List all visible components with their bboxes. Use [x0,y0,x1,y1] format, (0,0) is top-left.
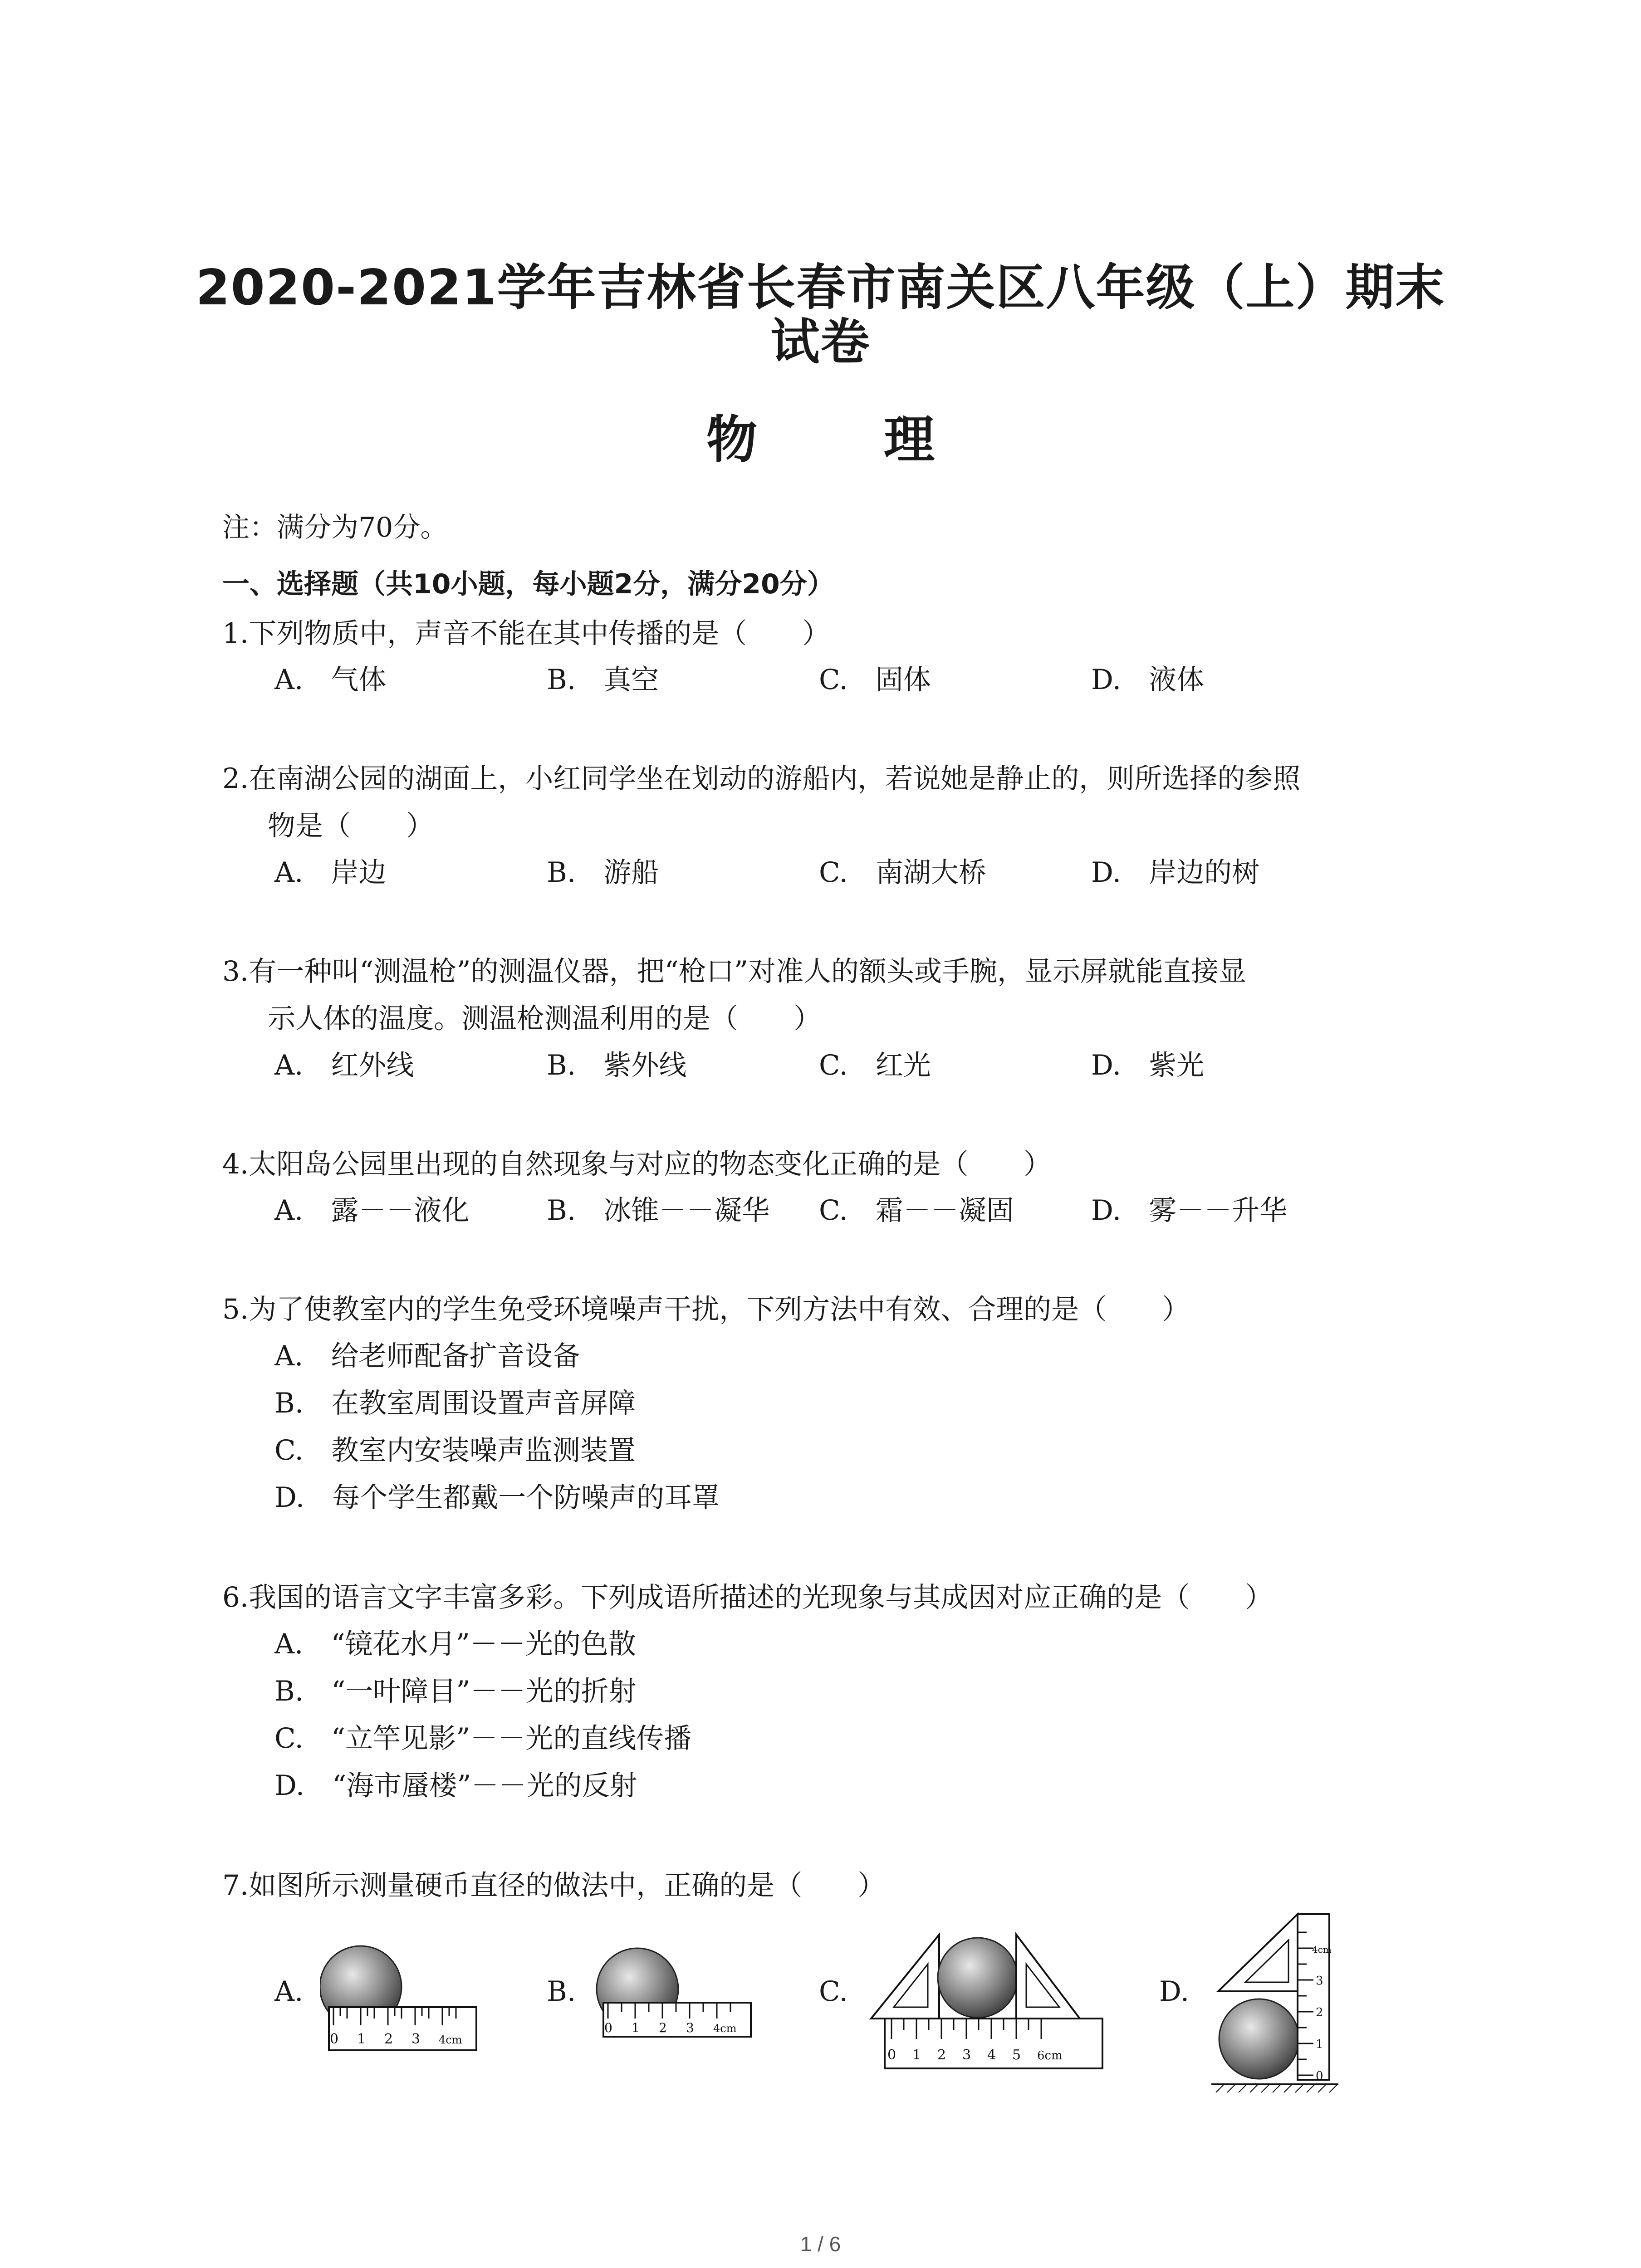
question-stem-continued: 物是（ ） [268,810,434,842]
subject-heading: 物 理 [706,411,989,469]
question-stem: 我国的语言文字丰富多彩。下列成语所描述的光现象与其成因对应正确的是（ ） [249,1581,1273,1613]
tick-label: 0 [887,2047,896,2063]
option-d: D. 每个学生都戴一个防噪声的耳罩 [274,1481,720,1514]
question-4 [222,1141,1447,1188]
question-number: 5. [222,1293,249,1325]
question-6 [222,1574,1447,1621]
option-d: D. “海市蜃楼”－－光的反射 [274,1769,637,1802]
question-number: 3. [222,955,249,987]
tick-label: 0 [330,2031,339,2047]
coin-ruler-figure-c [867,1896,1121,2077]
option-a: A. 给老师配备扩音设备 [274,1340,580,1372]
option-b: B. 冰锥－－凝华 [547,1194,770,1227]
figure-label-d: D. [1159,1975,1190,2008]
tick-label: 4 [987,2047,996,2063]
option-a: A. 露－－液化 [274,1194,470,1227]
question-number: 4. [222,1148,249,1180]
option-b: B. 紫外线 [547,1049,687,1081]
option-a: A. 气体 [274,664,387,696]
ruler [1298,1914,1329,2080]
option-c: C. 霜－－凝固 [819,1194,1014,1227]
tick-label: 3 [1316,1974,1323,1988]
option-b: B. 在教室周围设置声音屏障 [274,1387,636,1419]
page-number: 1 / 6 [800,2232,841,2256]
question-6-options [274,1621,691,1809]
question-7 [222,1862,1447,1909]
coin-ruler-figure-a [320,1905,483,2055]
question-3 [222,948,1447,1042]
option-b: B. 游船 [547,856,659,889]
tick-label: 2 [384,2031,393,2047]
option-d: D. 岸边的树 [1091,856,1260,889]
set-square-left [871,1935,939,2019]
option-c: C. 红光 [819,1049,931,1081]
question-2 [222,755,1447,850]
tick-label: 6cm [1037,2049,1063,2063]
question-number: 6. [222,1581,249,1613]
tick-label: 5 [1012,2047,1021,2063]
option-d: D. 紫光 [1091,1049,1205,1081]
section-heading: 一、选择题（共10小题，每小题2分，满分20分） [222,568,834,600]
option-d: D. 液体 [1091,664,1205,696]
tick-label: 2 [1316,2006,1323,2019]
question-stem: 太阳岛公园里出现的自然现象与对应的物态变化正确的是（ ） [249,1148,1052,1180]
score-note: 注：满分为70分。 [222,512,448,543]
question-stem: 如图所示测量硬币直径的做法中，正确的是（ ） [249,1869,886,1901]
option-a: A. 岸边 [274,856,387,889]
ground-hatching [1216,2084,1337,2092]
tick-label: 4cm [713,2022,737,2035]
option-b: B. “一叶障目”－－光的折射 [274,1675,637,1707]
tick-label: 3 [962,2047,971,2063]
coin-icon [1219,1999,1299,2079]
question-stem: 有一种叫“测温枪”的测温仪器，把“枪口”对准人的额头或手腕，显示屏就能直接显 [249,955,1246,987]
coin-ruler-figure-b [594,1905,758,2055]
tick-label: 1 [632,2020,640,2035]
tick-label: 0 [1316,2069,1323,2083]
question-number: 1. [222,617,249,650]
option-c: C. “立竿见影”－－光的直线传播 [274,1722,692,1755]
tick-label: 1 [912,2047,921,2063]
tick-label: 2 [659,2020,667,2035]
question-5 [222,1286,1447,1333]
set-square [1218,1914,1298,1991]
figure-label-b: B. [547,1975,576,2008]
option-c: C. 南湖大桥 [819,856,986,889]
option-a: A. 红外线 [274,1049,414,1081]
tick-label: 2 [937,2047,946,2063]
option-a: A. “镜花水月”－－光的色散 [274,1628,636,1660]
option-c: C. 教室内安装噪声监测装置 [274,1434,636,1466]
option-d: D. 雾－－升华 [1091,1194,1288,1227]
question-number: 7. [222,1869,249,1901]
exam-title-line-1: 2020-2021学年吉林省长春市南关区八年级（上）期末 [196,259,1445,316]
tick-label: 4cm [1312,1944,1332,1955]
tick-label: 3 [411,2031,421,2047]
question-1 [222,610,1447,657]
coin-ruler-figure-d [1207,1903,1361,2093]
exam-title-line-2: 试卷 [770,314,871,371]
question-stem: 在南湖公园的湖面上，小红同学坐在划动的游船内，若说她是静止的，则所选择的参照 [249,763,1301,795]
tick-label: 4cm [439,2033,462,2046]
tick-label: 3 [686,2020,694,2035]
tick-label: 0 [604,2020,612,2035]
coin-icon [938,1938,1018,2018]
question-number: 2. [222,763,249,795]
question-5-options [274,1333,720,1521]
tick-label: 1 [357,2031,366,2047]
question-stem-continued: 示人体的温度。测温枪测温利用的是（ ） [268,1002,822,1035]
tick-label: 1 [1316,2038,1323,2051]
question-stem: 为了使教室内的学生免受环境噪声干扰，下列方法中有效、合理的是（ ） [249,1293,1190,1325]
figure-label-c: C. [819,1975,848,2008]
option-b: B. 真空 [547,664,659,696]
option-c: C. 固体 [819,664,931,696]
figure-label-a: A. [274,1975,304,2008]
question-stem: 下列物质中，声音不能在其中传播的是（ ） [249,617,830,650]
